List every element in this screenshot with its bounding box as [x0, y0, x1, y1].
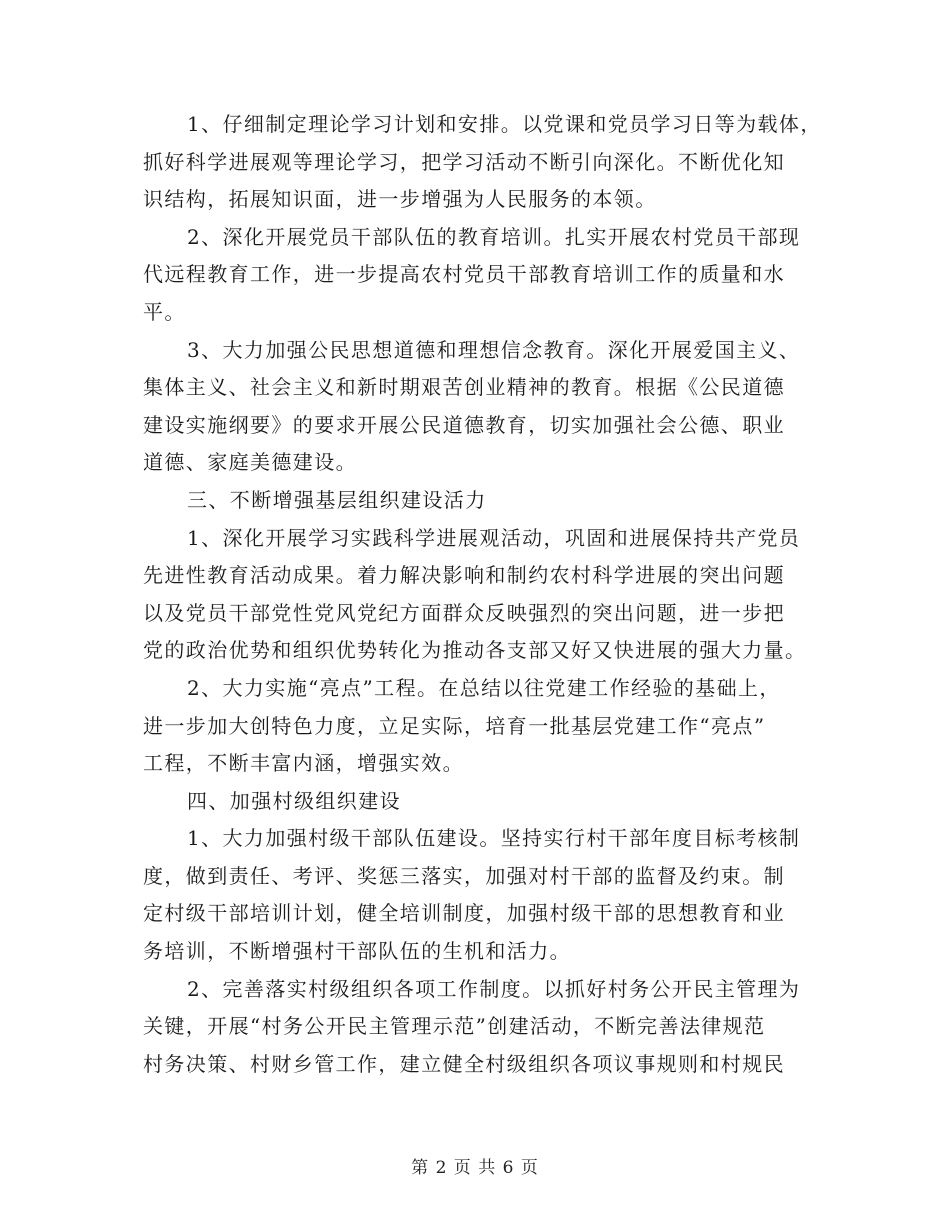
text-line: 定村级干部培训计划，健全培训制度，加强村级干部的思想教育和业 — [143, 901, 785, 926]
text-line: 2、完善落实村级组织各项工作制度。以抓好村务公开民主管理为 — [187, 976, 801, 1001]
text-line: 代远程教育工作，进一步提高农村党员干部教育培训工作的质量和水 — [143, 262, 785, 287]
text-line: 抓好科学进展观等理论学习，把学习活动不断引向深化。不断优化知 — [143, 149, 785, 174]
text-line: 识结构，拓展知识面，进一步增强为人民服务的本领。 — [143, 187, 657, 212]
text-line: 集体主义、社会主义和新时期艰苦创业精神的教育。根据《公民道德 — [143, 375, 785, 400]
text-line: 平。 — [143, 299, 186, 324]
text-line: 村务决策、村财乡管工作，建立健全村级组织各项议事规则和村规民 — [143, 1051, 785, 1076]
page-footer: 第 2 页 共 6 页 — [411, 1158, 539, 1178]
text-line: 2、深化开展党员干部队伍的教育培训。扎实开展农村党员干部现 — [187, 224, 801, 249]
text-line: 关键，开展“村务公开民主管理示范”创建活动，不断完善法律规范 — [143, 1014, 766, 1039]
text-line: 工程，不断丰富内涵，增强实效。 — [143, 751, 464, 776]
text-line: 进一步加大创特色力度，立足实际，培育一批基层党建工作“亮点” — [143, 713, 766, 738]
document-body — [143, 106, 822, 1083]
text-line: 建设实施纲要》的要求开展公民道德教育，切实加强社会公德、职业 — [143, 412, 785, 437]
text-line: 2、大力实施“亮点”工程。在总结以往党建工作经验的基础上， — [187, 675, 781, 700]
text-line: 三、不断增强基层组织建设活力 — [187, 487, 487, 512]
text-line: 党的政治优势和组织优势转化为推动各支部又好又快进展的强大力量。 — [143, 638, 807, 663]
text-line: 1、大力加强村级干部队伍建设。坚持实行村干部年度目标考核制 — [187, 826, 801, 851]
text-line: 以及党员干部党性党风党纪方面群众反映强烈的突出问题，进一步把 — [143, 600, 785, 625]
text-line: 度，做到责任、考评、奖惩三落实，加强对村干部的监督及约束。制 — [143, 863, 785, 888]
text-line: 道德、家庭美德建设。 — [143, 450, 357, 475]
text-line: 1、深化开展学习实践科学进展观活动，巩固和进展保持共产党员 — [187, 525, 801, 550]
text-line: 1、仔细制定理论学习计划和安排。以党课和党员学习日等为载体， — [187, 112, 822, 136]
text-line: 务培训，不断增强村干部队伍的生机和活力。 — [143, 939, 571, 964]
text-line: 先进性教育活动成果。着力解决影响和制约农村科学进展的突出问题 — [143, 563, 785, 588]
text-line: 3、大力加强公民思想道德和理想信念教育。深化开展爱国主义、 — [187, 337, 801, 362]
text-line: 四、加强村级组织建设 — [187, 788, 401, 813]
